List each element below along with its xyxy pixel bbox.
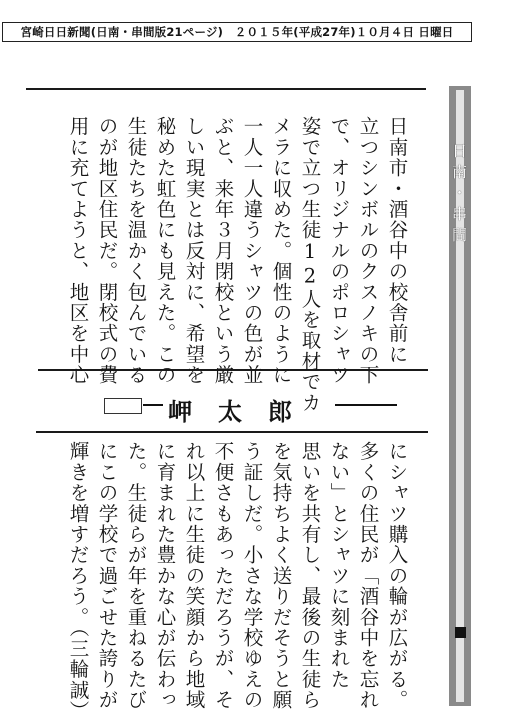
sidebar-end-mark [455,627,466,638]
text-column: 一人一人違うシャツの色が並 [240,116,264,386]
text-column: 生徒たちを温かく包んでいる [124,116,148,386]
text-column: のが地区住民だ。閉校式の費 [95,116,119,386]
text-column: た。生徒らが年を重ねるたび [124,441,148,711]
text-column: 姿で立つ生徒12人を取材でカ [298,116,322,413]
text-column: ない」とシャツに刻まれた [327,441,351,690]
text-column: 輝きを増すだろう。（三輪誠） [66,441,90,722]
text-column: にシャツ購入の輪が広がる。 [385,441,409,711]
text-column: に育まれた豊かな心が伝わっ [153,441,177,711]
text-column: 多くの住民が「酒谷中を忘れ [356,441,380,711]
text-column: う証しだ。小さな学校ゆえの [240,441,264,711]
text-column: 秘めた虹色にも見えた。この [153,116,177,386]
text-column: 用に充てようと、地区を中心 [66,116,90,386]
columnist-name: 岬太郎 [168,398,318,426]
text-column: を気持ちよく送りだそうと願 [269,441,293,711]
signature-box-graphic [104,398,142,414]
text-column: 不便さもあっただろうが、そ [211,441,235,711]
signature-rule-left [143,404,163,406]
signature-rule-right [335,404,397,406]
top-rule [26,88,426,90]
text-column: しい現実とは反対に、希望を [182,116,206,386]
text-column: メラに収めた。個性のように [269,116,293,386]
sidebar-title: 日南・串間 [450,143,468,248]
newspaper-header: 宮崎日日新聞(日南・串間版21ページ) ２０１５年(平成27年)１０月４日 日曜日 [2,22,472,42]
text-column: 思いを共有し、最後の生徒ら [298,441,322,711]
text-column: で、オリジナルのポロシャツ [327,116,351,386]
text-column: 日南市・酒谷中の校舎前に [385,116,409,365]
text-column: にこの学校で過ごせた誇りが [95,441,119,711]
lower-rule [36,431,428,433]
text-column: れ以上に生徒の笑顔から地域 [182,441,206,711]
text-column: ぶと、来年３月閉校という厳 [211,116,235,386]
text-column: 立つシンボルのクスノキの下 [356,116,380,386]
